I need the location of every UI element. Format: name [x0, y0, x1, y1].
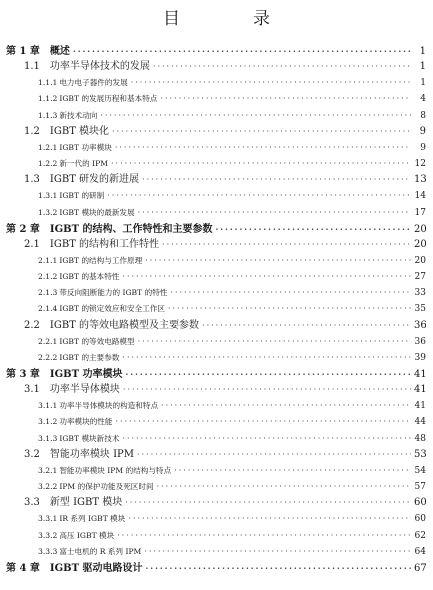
toc-entry-sub: [38, 432, 426, 446]
dot-leader: [115, 141, 411, 155]
toc-entry-sub: [38, 286, 426, 300]
toc-entry-page: 9: [419, 125, 426, 137]
toc-entry-number: 3.2.2: [38, 482, 58, 491]
toc-entry-title: 智能功率模块 IPM 的结构与特点: [59, 465, 172, 475]
dot-leader: [168, 302, 411, 316]
dot-leader: [138, 206, 411, 220]
toc-entry-section: [24, 448, 426, 462]
toc-entry-page: 64: [414, 546, 426, 557]
toc-entry-sub: [38, 529, 426, 543]
toc-entry-number: 3.2.1: [38, 465, 58, 475]
toc-entry-title: 概述: [49, 46, 70, 57]
dot-leader: [115, 415, 411, 429]
dot-leader: [100, 109, 411, 123]
toc-entry-sub: [38, 109, 426, 123]
toc-entry-section: [24, 125, 426, 139]
toc-entry-number: 1.2.2: [38, 159, 58, 168]
toc-entry-sub: [38, 254, 426, 268]
toc-entry-title: IGBT 模块化: [49, 125, 110, 137]
dot-leader: [126, 367, 411, 381]
toc-entry-number: 3.3.1: [38, 514, 58, 524]
toc-entry-page: 33: [414, 288, 426, 299]
toc-entry-section: [24, 383, 426, 397]
toc-entry-sub: [38, 92, 426, 106]
toc-entry-title: 功率半导体技术的发展: [49, 61, 150, 73]
toc-entry-number: 1.1.2: [38, 94, 58, 104]
toc-entry-number: 3.2: [24, 448, 40, 460]
toc-entry-page: 1: [419, 61, 426, 73]
toc-entry-number: 2.2.2: [38, 352, 58, 362]
toc-entry-title: IGBT 驱动电路设计: [49, 562, 143, 574]
toc-entry-page: 41: [414, 369, 427, 380]
toc-entry-number: 2.2: [24, 319, 40, 331]
dot-leader: [123, 383, 411, 397]
toc-entry-sub: [38, 512, 426, 526]
toc-entry-title: IGBT 的研制: [59, 191, 105, 201]
toc-entry-page: 60: [414, 514, 426, 525]
toc-entry-section: [24, 238, 426, 252]
toc-entry-number: 1.1.1: [38, 78, 58, 88]
toc-entry-title: 新型 IGBT 模块: [49, 497, 123, 509]
toc-entry-title: 新技术动向: [59, 110, 98, 120]
toc-entry-number: 3.1.1: [38, 401, 58, 411]
toc-entry-title: 新一代的 IPM: [59, 159, 109, 168]
toc-entry-title: IGBT 功率模块: [59, 142, 112, 152]
toc-entry-sub: [38, 335, 426, 349]
toc-entry-title: IGBT 研发的新进展: [49, 174, 140, 186]
toc-entry-page: 1: [420, 78, 426, 89]
toc-entry-number: 1.2: [24, 125, 40, 137]
dot-leader: [137, 448, 411, 462]
toc-entry-number: 3.1.3: [38, 433, 58, 443]
toc-entry-title: IGBT 的等效电路模型: [59, 336, 135, 346]
toc-entry-page: 20: [414, 255, 426, 266]
toc-entry-page: 13: [414, 174, 427, 186]
dot-leader: [142, 173, 411, 187]
toc-entry-title: IPM 的保护功能及死区时间: [59, 482, 154, 491]
toc-entry-title: 功率模块的性能: [59, 417, 113, 427]
toc-entry-number: 1.3.2: [38, 207, 58, 217]
toc-entry-section: [24, 319, 426, 333]
toc-entry-page: 20: [414, 238, 427, 250]
toc-entry-page: 39: [414, 352, 426, 363]
toc-entry-page: 62: [414, 530, 426, 541]
toc-entry-sub: [38, 157, 426, 171]
dot-leader: [145, 254, 411, 268]
toc-entry-page: 36: [414, 319, 427, 331]
toc-entry-number: 1.3.1: [38, 191, 58, 201]
toc-entry-sub: [38, 399, 426, 413]
toc-entry-section: [24, 173, 426, 187]
toc-entry-sub: [38, 415, 426, 429]
toc-entry-number: 3.3.2: [38, 530, 58, 540]
toc-entry-page: 20: [414, 223, 427, 235]
toc-entry-number: 第 2 章: [6, 223, 40, 235]
toc-entry-page: 41: [414, 384, 427, 396]
toc-entry-title: 功率半导体模块: [49, 384, 120, 396]
toc-entry-title: 智能功率模块 IPM: [49, 448, 135, 460]
toc-entry-page: 1: [419, 46, 426, 57]
toc-entry-sub: [38, 141, 426, 155]
toc-entry-title: IGBT 的锁定效应和安全工作区: [59, 304, 165, 314]
dot-leader: [202, 319, 411, 333]
toc-entry-title: IGBT 的基本特性: [59, 272, 120, 282]
dot-leader: [122, 351, 411, 365]
toc-entry-page: 48: [414, 433, 426, 444]
page-title: 目 录: [163, 9, 298, 29]
toc-entry-title: 带反向阻断能力的 IGBT 的特性: [59, 288, 168, 298]
toc-entry-number: 2.1.4: [38, 304, 58, 314]
toc-entry-number: 3.1: [24, 384, 40, 396]
dot-leader: [112, 125, 411, 139]
dot-leader: [161, 399, 411, 413]
dot-leader: [131, 76, 411, 90]
toc-entry-page: 27: [414, 272, 426, 283]
toc-entry-number: 2.1: [24, 238, 40, 250]
toc-entry-page: 67: [414, 562, 427, 574]
toc-entry-number: 2.2.1: [38, 336, 58, 346]
toc-entry-sub: [38, 302, 426, 316]
dot-leader: [128, 512, 411, 526]
toc-entry-number: 3.1.2: [38, 417, 58, 427]
toc-entry-page: 57: [414, 482, 426, 492]
toc-entry-number: 2.1.3: [38, 288, 58, 298]
toc-entry-page: 41: [414, 401, 426, 412]
toc-entry-page: 4: [420, 94, 426, 105]
toc-entry-sub: [38, 189, 426, 203]
toc-entry-number: 3.3: [24, 497, 40, 509]
toc-entry-page: 60: [414, 497, 427, 509]
toc-entry-number: 第 1 章: [6, 46, 40, 57]
toc-entry-chapter: [6, 44, 426, 58]
dot-leader: [174, 464, 411, 478]
toc-entry-sub: [38, 76, 426, 90]
toc-entry-sub: [38, 270, 426, 284]
toc-entry-title: IGBT 的结构、工作特性和主要参数: [49, 223, 213, 235]
dot-leader: [170, 286, 411, 300]
toc-entry-sub: [38, 206, 426, 220]
dot-leader: [138, 335, 411, 349]
toc-entry-section: [24, 60, 426, 74]
toc-entry-title: IGBT 的等效电路模型及主要参数: [49, 319, 200, 331]
toc-entry-title: IGBT 的发展历程和基本特点: [59, 94, 158, 104]
toc-entry-sub: [38, 464, 426, 478]
dot-leader: [73, 44, 411, 58]
toc-entry-chapter: [6, 367, 426, 381]
toc-entry-page: 35: [414, 304, 426, 315]
toc-entry-page: 14: [414, 191, 426, 202]
toc-entry-number: 1.3: [24, 174, 40, 186]
toc-entry-number: 3.3.3: [38, 546, 58, 556]
dot-leader: [144, 545, 411, 559]
toc-entry-page: 36: [414, 336, 426, 347]
toc-entry-sub: [38, 480, 426, 494]
toc-entry-number: 第 4 章: [6, 562, 40, 574]
dot-leader: [125, 496, 411, 510]
dot-leader: [216, 222, 411, 236]
toc-entry-chapter: [6, 222, 426, 236]
toc-entry-title: IGBT 的结构与工作原理: [59, 255, 143, 265]
toc-entry-title: IGBT 模块的最新发展: [59, 207, 135, 217]
dot-leader: [162, 238, 411, 252]
toc-entry-title: IGBT 模块新技术: [59, 433, 120, 443]
dot-leader: [146, 561, 411, 575]
toc-entry-section: [24, 496, 426, 510]
dot-leader: [107, 189, 411, 203]
toc-entry-page: 12: [414, 159, 426, 169]
dot-leader: [157, 480, 411, 494]
dot-leader: [160, 92, 411, 106]
toc-entry-page: 44: [414, 417, 426, 428]
toc-entry-number: 1.2.1: [38, 142, 58, 152]
toc-entry-number: 2.1.2: [38, 272, 58, 282]
dot-leader: [111, 157, 411, 171]
dot-leader: [122, 432, 411, 446]
dot-leader: [153, 60, 411, 74]
toc-entry-number: 1.1: [24, 61, 40, 73]
toc-entry-title: 功率半导体模块的构造和特点: [59, 401, 159, 411]
toc-entry-title: IGBT 功率模块: [49, 369, 123, 380]
toc-entry-sub: [38, 545, 426, 559]
toc-entry-title: IGBT 的结构和工作特性: [49, 238, 160, 250]
toc-entry-sub: [38, 351, 426, 365]
dot-leader: [117, 529, 411, 543]
toc-entry-page: 8: [420, 110, 426, 121]
toc-entry-title: IGBT 的主要参数: [59, 352, 120, 362]
dot-leader: [122, 270, 411, 284]
toc-entry-page: 53: [414, 448, 427, 460]
toc-entry-number: 第 3 章: [6, 369, 40, 380]
toc-entry-page: 17: [414, 207, 426, 218]
toc-entry-page: 9: [420, 142, 426, 153]
toc-entry-page: 54: [414, 465, 426, 476]
toc-entry-title: IR 系列 IGBT 模块: [59, 514, 126, 524]
toc-entry-number: 1.1.3: [38, 110, 58, 120]
toc-entry-chapter: [6, 561, 426, 575]
toc-entry-title: 富士电机的 R 系列 IPM: [59, 546, 142, 556]
toc-entry-title: 电力电子器件的发展: [59, 78, 128, 88]
toc-entry-number: 2.1.1: [38, 255, 58, 265]
toc-entry-title: 高压 IGBT 模块: [59, 530, 115, 540]
